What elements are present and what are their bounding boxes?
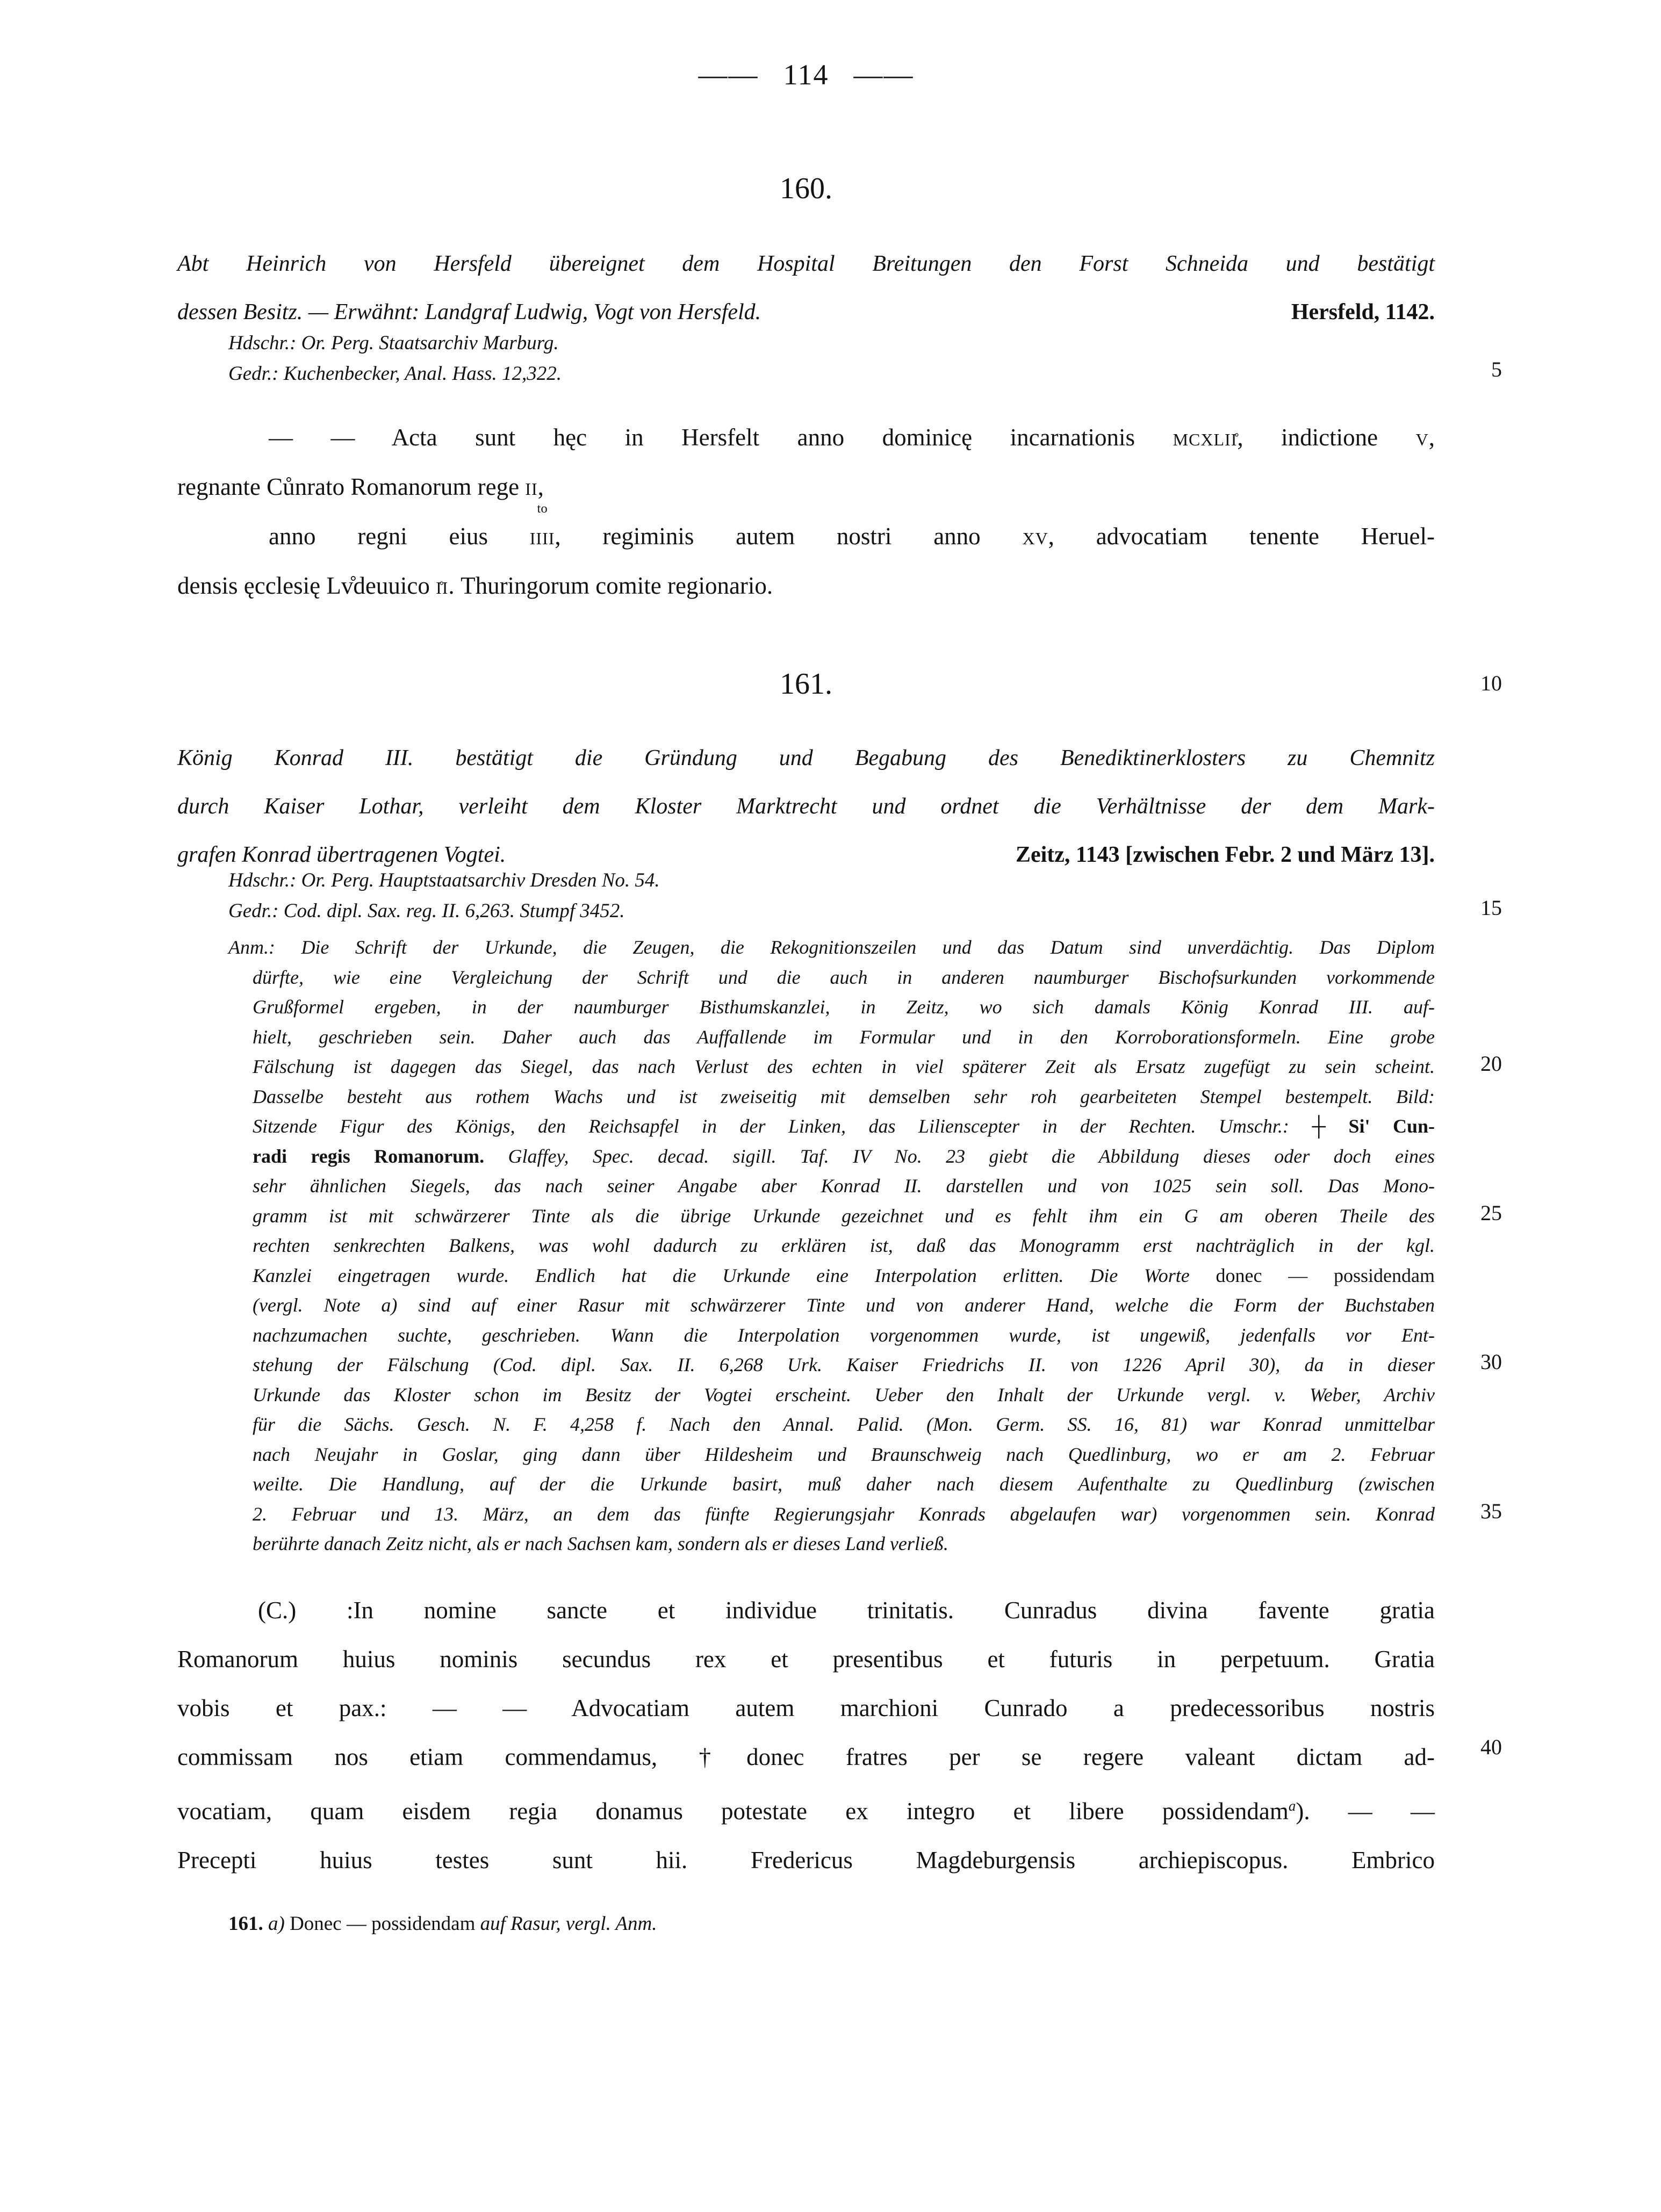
text-segment: Fälschung ist dagegen das Siegel, das nach Verlust des echten in viel späterer Zeit als Ersatz zugefügt zu sein scheint. xyxy=(253,1056,1435,1077)
text-segment: Thuringorum comite regionario. xyxy=(455,572,773,599)
text-segment: ii xyxy=(525,473,538,500)
anm-line xyxy=(177,1112,1435,1142)
anm-line xyxy=(177,1440,1435,1470)
entry-160-regest xyxy=(177,240,1435,336)
entry-161-annotation xyxy=(177,933,1435,1559)
text-segment: nach Neujahr in Goslar, ging dann über Hildesheim und Braunschweig nach Quedlinburg, wo er am 2. Februar xyxy=(253,1443,1435,1465)
margin-line-number: 5 xyxy=(1491,357,1502,381)
entry-160-sources xyxy=(177,328,1435,389)
anm-line xyxy=(177,1500,1435,1530)
anm-line xyxy=(177,1082,1435,1112)
text-line xyxy=(177,1733,1435,1782)
anm-line xyxy=(177,1261,1435,1291)
text-segment: Romanorum huius nominis secundus rex et presentibus et futuris in perpetuum. Gratia xyxy=(177,1646,1435,1673)
anm-line xyxy=(177,1469,1435,1500)
text-segment: donec — possidendam xyxy=(1216,1264,1435,1286)
text-segment: vocatiam, quam eisdem regia donamus potestate ex integro et libere possidendam xyxy=(177,1798,1289,1825)
text-segment: 2. Februar und 13. März, an dem das fünfte Regierungsjahr Konrads abgelaufen war) vorgenommen sein. Konrad xyxy=(253,1503,1435,1525)
text-line xyxy=(177,1782,1435,1836)
anm-line xyxy=(177,1350,1435,1380)
text-segment: Donec — possidendam xyxy=(290,1913,480,1935)
text-line xyxy=(177,1635,1435,1684)
source-line-gedr: Gedr.: Cod. dipl. Sax. reg. II. 6,263. Stumpf 3452. xyxy=(228,900,625,922)
text-segment: , xyxy=(537,473,544,500)
text-segment: xv xyxy=(1022,523,1048,550)
header-rule-right: —— xyxy=(853,59,914,91)
text-segment: Kanzlei eingetragen wurde. Endlich hat die Urkunde eine Interpolation erlitten. Die Worte xyxy=(253,1264,1216,1286)
entry-161-place-date: Zeitz, 1143 [zwischen Febr. 2 und März 13]. xyxy=(1015,842,1435,867)
regest-line xyxy=(177,240,1435,288)
anm-line xyxy=(177,1142,1435,1172)
text-segment: a) xyxy=(268,1913,290,1935)
source-line-hdschr: Hdschr.: Or. Perg. Hauptstaatsarchiv Dresden No. 54. xyxy=(228,869,660,891)
text-segment: Urkunde das Kloster schon im Besitz der Vogtei erscheint. Ueber den Inhalt der Urkunde vergl. v. Weber, Archiv xyxy=(253,1384,1435,1406)
text-segment: radi regis Romanorum. xyxy=(253,1145,485,1167)
superscript-overtext: to xyxy=(537,501,548,516)
anm-line xyxy=(177,1231,1435,1261)
source-line-gedr: Gedr.: Kuchenbecker, Anal. Hass. 12,322. xyxy=(228,363,562,385)
header-rule-left: —— xyxy=(698,59,759,91)
text-line xyxy=(177,1836,1435,1885)
text-segment: , regiminis autem nostri anno xyxy=(555,523,1023,550)
margin-line-number: 40 xyxy=(1480,1735,1502,1759)
page-number: 114 xyxy=(783,59,829,91)
anm-line xyxy=(177,1291,1435,1321)
text-segment: hielt, geschrieben sein. Daher auch das Auffallende im Formular und in den Korroborationsformeln. Eine grobe xyxy=(253,1026,1435,1048)
text-segment: durch Kaiser Lothar, verleiht dem Kloster Marktrecht und ordnet die Verhältnisse der dem Mark- xyxy=(177,794,1435,819)
text-segment: Grußformel ergeben, in der naumburger Bisthumskanzlei, in Zeitz, wo sich damals König Konrad III. auf- xyxy=(253,996,1435,1018)
text-segment: , indictione xyxy=(1237,424,1416,451)
entry-161-regest xyxy=(177,734,1435,879)
text-segment: anno regni eius xyxy=(269,523,530,550)
anm-line xyxy=(177,963,1435,993)
anm-line xyxy=(177,1380,1435,1410)
text-segment: gramm ist mit schwärzerer Tinte als die übrige Urkunde gezeichnet und es fehlt ihm ein G am oberen Theile des xyxy=(253,1205,1435,1227)
entry-161-text xyxy=(177,1586,1435,1885)
anm-line xyxy=(177,1410,1435,1440)
text-segment: dessen Besitz. — Erwähnt: Landgraf Ludwig, Vogt von Hersfeld. xyxy=(177,300,761,325)
text-segment: Precepti huius testes sunt hii. Fredericus Magdeburgensis archiepiscopus. Embrico xyxy=(177,1847,1435,1874)
text-segment: densis ęcclesię Lv̊deuuico xyxy=(177,572,436,599)
text-segment: ). — — xyxy=(1296,1798,1435,1825)
anm-line xyxy=(177,1321,1435,1351)
anm-line xyxy=(177,992,1435,1022)
anm-line xyxy=(177,1052,1435,1082)
text-segment: to iiii xyxy=(529,501,555,550)
text-segment: ┼ Si' Cun- xyxy=(1312,1115,1435,1137)
anm-line xyxy=(177,1201,1435,1231)
text-segment: Dasselbe besteht aus rothem Wachs und ist zweiseitig mit demselben sehr roh gearbeiteten Stempel bestempelt. Bild: xyxy=(253,1085,1435,1107)
entry-160-text xyxy=(177,413,1435,610)
anm-line xyxy=(177,1171,1435,1201)
text-segment: Anm.: Die Schrift der Urkunde, die Zeugen, die Rekognitionszeilen und das Datum sind unverdächtig. Das Diplom xyxy=(228,936,1435,958)
text-segment: grafen Konrad übertragenen Vogtei. xyxy=(177,842,506,867)
text-segment: dürfte, wie eine Vergleichung der Schrift und die auch in anderen naumburger Bischofsurkunden vorkommende xyxy=(253,966,1435,988)
text-segment: weilte. Die Handlung, auf der die Urkunde basirt, muß daher nach diesem Aufenthalte zu Quedlinburg (zwischen xyxy=(253,1473,1435,1495)
text-segment: für die Sächs. Gesch. N. F. 4,258 f. Nach den Annal. Palid. (Mon. Germ. SS. 16, 81) war Konrad unmittelbar xyxy=(253,1414,1435,1435)
margin-line-number: 20 xyxy=(1480,1051,1502,1076)
text-segment: Glaffey, Spec. decad. sigill. Taf. IV No. 23 giebt die Abbildung dieses oder doch eines xyxy=(484,1145,1435,1167)
margin-line-number: 25 xyxy=(1480,1201,1502,1225)
text-line xyxy=(177,501,1435,561)
text-segment: rechten senkrechten Balkens, was wohl dadurch zu erklären ist, daß das Monogramm erst nachträglich in der kgl. xyxy=(253,1235,1435,1256)
margin-line-number: 30 xyxy=(1480,1350,1502,1374)
text-segment: Sitzende Figur des Königs, den Reichsapfel in der Linken, das Lilienscepter in der Rechten. Umschr.: xyxy=(253,1115,1312,1137)
text-segment: regnante Cůnrato Romanorum rege xyxy=(177,473,526,500)
text-segment: stehung der Fälschung (Cod. dipl. Sax. II. 6,268 Urk. Kaiser Friedrichs II. von 1226 April 30), da in dieser xyxy=(253,1354,1435,1375)
regest-line xyxy=(177,734,1435,782)
text-segment: auf Rasur, vergl. Anm. xyxy=(480,1913,657,1935)
footnote-line xyxy=(177,1911,1435,1937)
footnote-161a xyxy=(177,1911,1435,1937)
margin-line-number: 15 xyxy=(1480,896,1502,920)
text-line xyxy=(177,1684,1435,1733)
entry-161-number: 161. xyxy=(780,667,832,701)
anm-line xyxy=(177,1529,1435,1559)
regest-line xyxy=(177,782,1435,831)
anm-line xyxy=(177,933,1435,963)
text-line xyxy=(177,561,1435,610)
source-line-hdschr: Hdschr.: Or. Perg. Staatsarchiv Marburg. xyxy=(228,332,559,354)
text-line xyxy=(177,462,1435,511)
anm-line xyxy=(177,1022,1435,1053)
text-segment: sehr ähnlichen Siegels, das nach seiner Angabe aber Konrad II. darstellen und von 1025 sein soll. Das Mono- xyxy=(253,1175,1435,1197)
margin-line-number: 35 xyxy=(1480,1499,1502,1523)
text-segment xyxy=(263,1913,268,1935)
text-segment: (vergl. Note a) sind auf einer Rasur mit schwärzerer Tinte und von anderer Hand, welche die Form der Buchstaben xyxy=(253,1294,1435,1316)
entry-160-place-date: Hersfeld, 1142. xyxy=(1291,300,1435,325)
margin-line-number: 10 xyxy=(1480,671,1502,695)
text-segment: Abt Heinrich von Hersfeld übereignet dem Hospital Breitungen den Forst Schneida und bestätigt xyxy=(177,251,1435,276)
text-segment: i̊i. xyxy=(436,572,455,599)
text-line xyxy=(177,1586,1435,1635)
text-segment: König Konrad III. bestätigt die Gründung und Begabung des Benediktinerklosters zu Chemnitz xyxy=(177,746,1435,770)
entry-160-number: 160. xyxy=(780,172,832,205)
entry-161-sources xyxy=(177,865,1435,926)
text-segment: , xyxy=(1428,424,1435,451)
text-segment: (C.) :In nomine sancte et individue trinitatis. Cunradus divina favente gratia xyxy=(258,1597,1435,1624)
text-segment: vobis et pax.: — — Advocatiam autem marchioni Cunrado a predecessoribus nostris xyxy=(177,1695,1435,1721)
text-segment: berührte danach Zeitz nicht, als er nach Sachsen kam, sondern als er dieses Land verließ. xyxy=(253,1533,948,1554)
text-segment: nachzumachen suchte, geschrieben. Wann die Interpolation vorgenommen wurde, ist ungewiß, jedenfalls vor Ent- xyxy=(253,1324,1435,1346)
page-header xyxy=(177,58,1435,91)
text-segment: a xyxy=(1288,1798,1296,1814)
text-segment: mcxlii̊ xyxy=(1173,424,1238,451)
text-segment: — — Acta sunt hęc in Hersfelt anno dominicę incarnationis xyxy=(269,424,1173,451)
text-segment: , advocatiam tenente Heruel- xyxy=(1048,523,1435,550)
text-segment: commissam nos etiam commendamus, †donec fratres per se regere valeant dictam ad- xyxy=(177,1743,1435,1770)
text-segment: v xyxy=(1415,424,1429,451)
text-segment: 161. xyxy=(228,1913,263,1935)
text-line xyxy=(177,413,1435,462)
